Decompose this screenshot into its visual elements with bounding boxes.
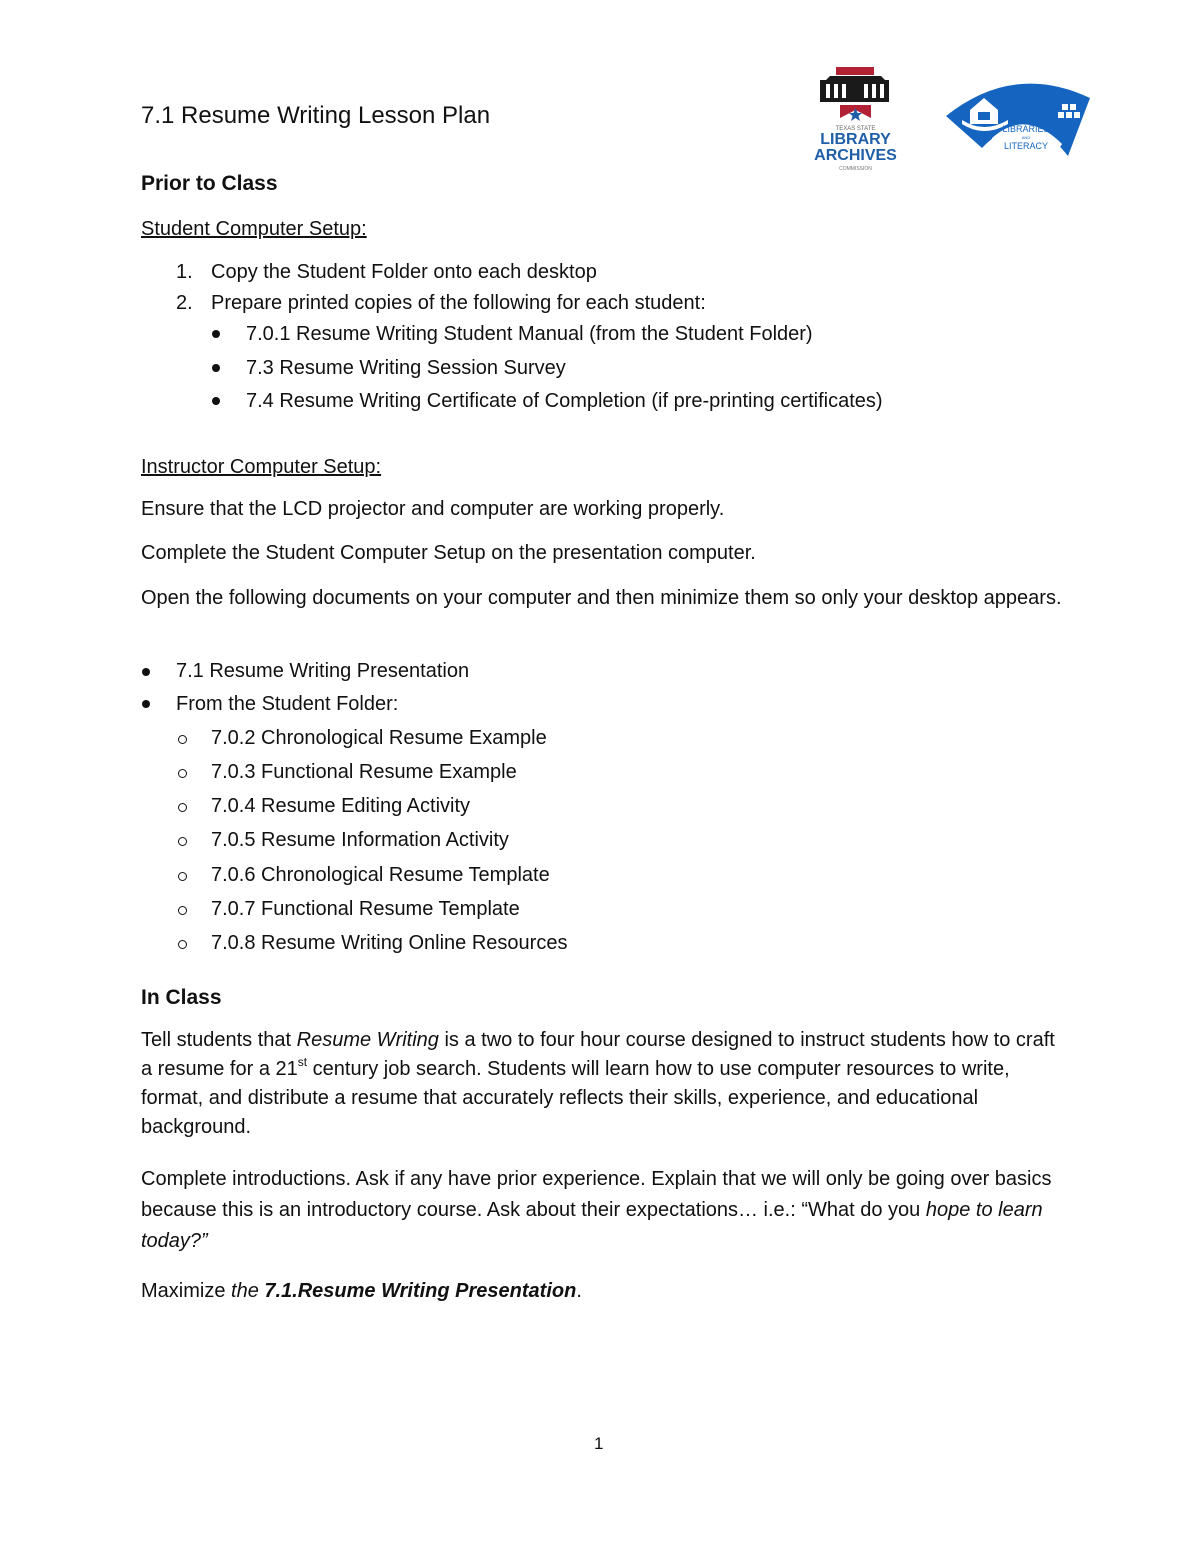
bullet-dot	[212, 364, 220, 372]
sub-list-item: 7.0.3 Functional Resume Example	[211, 761, 517, 783]
step-number: 2.	[176, 292, 193, 314]
svg-text:TEXAS STATE: TEXAS STATE	[835, 126, 876, 132]
paragraph-maximize: Maximize the 7.1.Resume Writing Presentation.	[141, 1280, 582, 1302]
sub-list-item: 7.0.4 Resume Editing Activity	[211, 795, 471, 817]
heading-in-class: In Class	[141, 986, 222, 1009]
bullet-dot	[212, 397, 220, 405]
step-number: 1.	[176, 261, 193, 283]
svg-text:COMMISSION: COMMISSION	[839, 166, 872, 172]
sub-bullet-ring	[178, 872, 187, 881]
student-setup-label: Student Computer Setup:	[141, 218, 367, 240]
step-text: Prepare printed copies of the following for each student:	[211, 292, 706, 314]
list-item: From the Student Folder:	[176, 693, 399, 715]
paragraph: Complete the Student Computer Setup on the presentation computer.	[141, 542, 756, 564]
sub-list-item: 7.0.8 Resume Writing Online Resources	[211, 932, 568, 954]
svg-text:LITERACY: LITERACY	[1003, 141, 1049, 151]
svg-text:LIBRARIES: LIBRARIES	[1002, 124, 1050, 134]
sub-bullet-ring	[178, 735, 187, 744]
paragraph: Open the following documents on your computer and then minimize them so only your desktop appears.	[141, 587, 1062, 609]
paragraph-introductions: Complete introductions. Ask if any have prior experience. Explain that we will only be going over basics because this is an introductory course. Ask about their expectations… i.e.: “What do you hope to learn today?”	[141, 1168, 1052, 1252]
sub-list-item: 7.0.7 Functional Resume Template	[211, 898, 520, 920]
sub-list-item: 7.0.5 Resume Information Activity	[211, 829, 509, 851]
sub-bullet-ring	[178, 940, 187, 949]
step-text: Copy the Student Folder onto each desktop	[211, 261, 597, 283]
bullet-dot	[142, 700, 150, 708]
list-item: 7.3 Resume Writing Session Survey	[246, 357, 566, 379]
list-item: 7.1 Resume Writing Presentation	[176, 660, 470, 682]
bullet-dot	[212, 330, 220, 338]
tsl-archives-logo	[808, 66, 903, 172]
sub-bullet-ring	[178, 906, 187, 915]
sub-list-item: 7.0.6 Chronological Resume Template	[211, 864, 550, 886]
instructor-setup-label: Instructor Computer Setup:	[141, 456, 382, 478]
document-title: 7.1 Resume Writing Lesson Plan	[141, 102, 491, 129]
sub-list-item: 7.0.2 Chronological Resume Example	[211, 727, 547, 749]
heading-prior-to-class: Prior to Class	[141, 172, 278, 195]
svg-text:LIBRARY: LIBRARY	[820, 131, 891, 148]
sub-bullet-ring	[178, 837, 187, 846]
list-item: 7.0.1 Resume Writing Student Manual (from the Student Folder)	[246, 323, 813, 345]
svg-text:AND: AND	[1021, 135, 1031, 140]
paragraph-course-description: Tell students that Resume Writing is a two to four hour course designed to instruct students how to craft a resume for a 21st century job search. Students will learn how to use computer resources to write, format, and distribute a resume that accurately reflects their skills, experience, and educational background.	[141, 1029, 1055, 1138]
paragraph: Ensure that the LCD projector and computer are working properly.	[141, 498, 725, 520]
svg-text:ARCHIVES: ARCHIVES	[814, 147, 897, 164]
bullet-dot	[142, 668, 150, 676]
sub-bullet-ring	[178, 803, 187, 812]
page-number: 1	[594, 1434, 604, 1453]
libraries-literacy-logo	[944, 76, 1092, 160]
list-item: 7.4 Resume Writing Certificate of Completion (if pre-printing certificates)	[246, 390, 883, 412]
sub-bullet-ring	[178, 769, 187, 778]
